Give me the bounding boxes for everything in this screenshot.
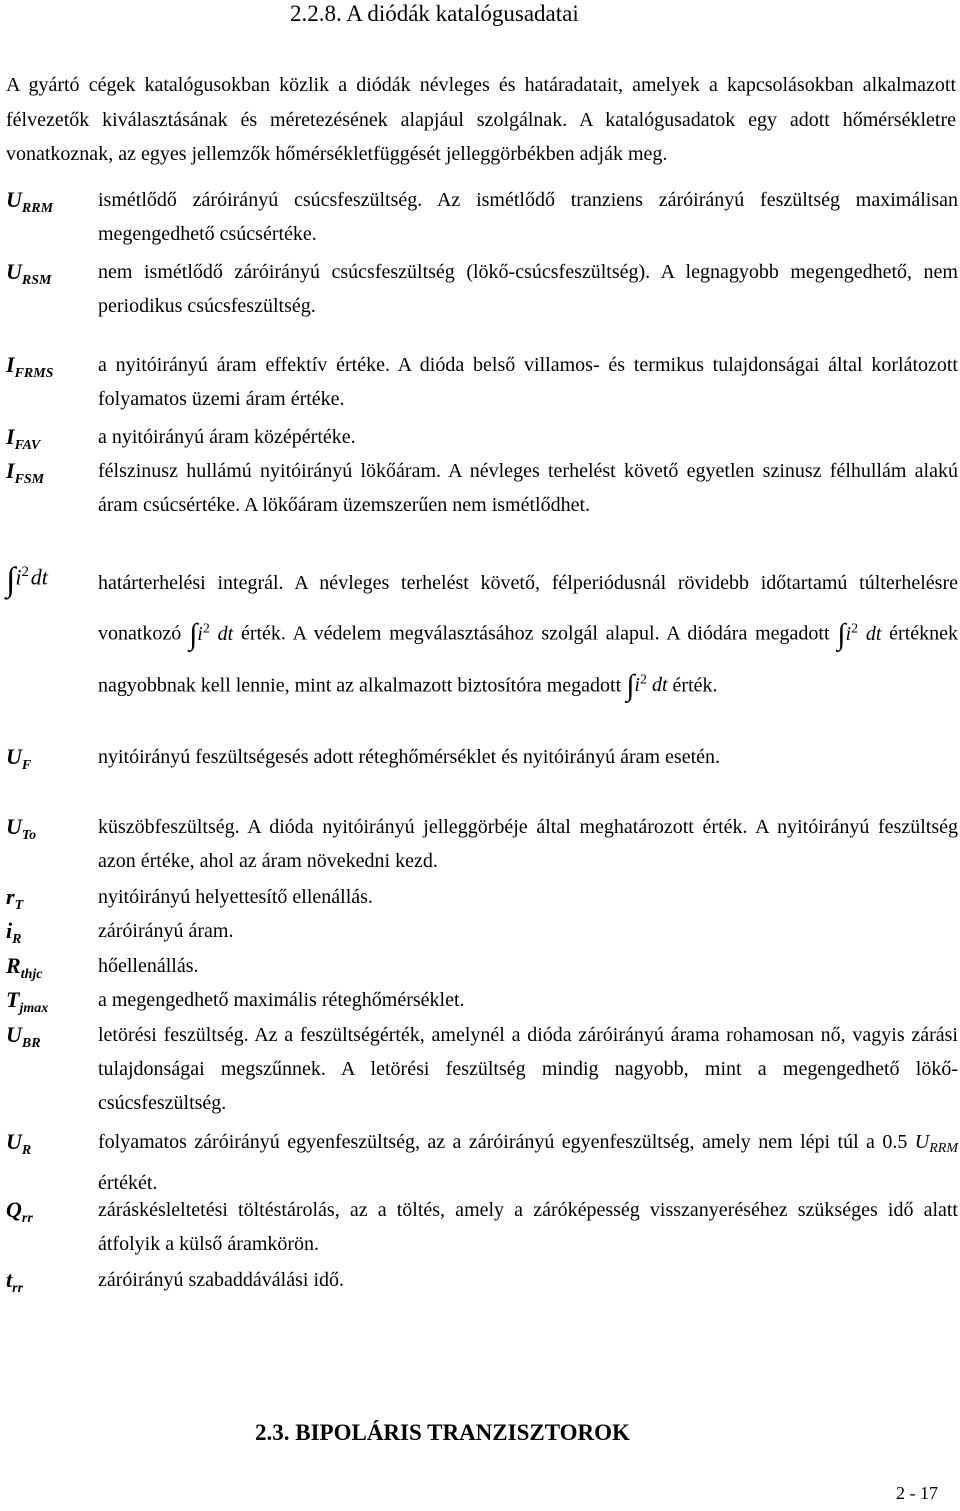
symbol-ifav: $I_{FAV}$ [6, 424, 41, 453]
definition-ir: záróirányú áram. [98, 920, 234, 942]
definition-uto: küszöbfeszültség. A dióda nyitóirányú jelleggörbéje által meghatározott érték. A nyitóirányú feszültség azon értéke, ahol az áram növekedni kezd. [98, 816, 958, 872]
intro-paragraph [6, 68, 956, 172]
definition-i2dt: határterhelési integrál. A névleges terhelést követő, félperiódusnál rövidebb időtartamú túlterhelésre vonatkozó $\int i^2$ dt érték. A védelem megválasztásához szolgál alapul. A diódára megadott $\int i^2$ dt értéknek nagyobbnak kell lennie, mint az alkalmazott biztosítóra megadott $\int i^2$ dt érték. [98, 572, 959, 703]
definition-urrm: ismétlődő záróirányú csúcsfeszültség. Az ismétlődő tranziens záróirányú feszültség maximálisan megengedhető csúcsértéke. [98, 189, 958, 245]
definition-tjmax: a megengedhető maximális réteghőmérséklet. [98, 989, 465, 1011]
definition-ur: folyamatos záróirányú egyenfeszültség, az a záróirányú egyenfeszültség, amely nem lépi túl a 0.5 $U_{RRM}$ értékét. [98, 1131, 959, 1194]
definition-uf: nyitóirányú feszültségesés adott réteghőmérséklet és nyitóirányú áram esetén. [98, 746, 721, 768]
integral-sign: ∫ [6, 561, 16, 599]
symbol-uto: $U_{To}$ [6, 814, 37, 843]
symbol-ifsm: $I_{FSM}$ [6, 458, 45, 487]
section-title: 2.2.8. A diódák katalógusadatai [290, 1, 579, 26]
symbol-ubr: $U_{BR}$ [6, 1022, 41, 1051]
definition-ubr: letörési feszültség. Az a feszültségérték, amelynél a dióda záróirányú árama rohamosan nő, vagyis zárási tulajdonságai megszűnnek. A letörési feszültség mindig nagyobb, mint a megengedhető lökő-csúcsfeszültség. [98, 1024, 958, 1114]
definition-ursm: nem ismétlődő záróirányú csúcsfeszültség (lökő-csúcsfeszültség). A legnagyobb megengedhető, nem periodikus csúcsfeszültség. [98, 261, 958, 317]
symbol-ir: $i_R$ [6, 918, 22, 947]
page-number: 2 - 17 [896, 1483, 938, 1503]
definition-trr: záróirányú szabaddáválási idő. [98, 1269, 345, 1291]
definition-rthjc: hőellenállás. [98, 955, 199, 977]
next-section-heading: 2.3. BIPOLÁRIS TRANZISZTOROK [255, 1420, 630, 1445]
inline-integral: $\int i^2$ dt [189, 617, 234, 651]
inline-integral: $\int i^2$ dt [626, 669, 668, 703]
symbol-tjmax: $T_{jmax}$ [6, 987, 49, 1016]
symbol-urrm: $U_{RRM}$ [6, 187, 54, 216]
symbol-ifrms: $I_{FRMS}$ [6, 352, 54, 381]
symbol-qrr: $Q_{rr}$ [6, 1197, 33, 1226]
definition-qrr: záráskésleltetési töltéstárolás, az a töltés, amely a záróképesség visszanyeréséhez szükséges idő alatt átfolyik a külső áramkörön. [98, 1199, 958, 1255]
inline-integral: $\int i^2$ dt [837, 617, 882, 651]
definition-ifav: a nyitóirányú áram középértéke. [98, 426, 356, 448]
definition-rt: nyitóirányú helyettesítő ellenállás. [98, 886, 373, 908]
symbol-rthjc: $R_{thjc}$ [6, 953, 43, 982]
definition-ifsm: félszinusz hullámú nyitóirányú lökőáram. A névleges terhelést követő egyetlen szinusz félhullám alakú áram csúcsértéke. A lökőáram üzemszerűen nem ismétlődhet. [98, 460, 958, 516]
symbol-uf: $U_F$ [6, 744, 32, 773]
intro-text: A gyártó cégek katalógusokban közlik a diódák névleges és határadatait, amelyek a kapcsolásokban alkalmazott félvezetők kiválasztásának és méretezésének alapjául szolgálnak. A katalógusadatok egy adott hőmérsékletre vonatkoznak, az egyes jellemzők hőmérsékletfüggését jelleggörbékben adják meg. [6, 74, 956, 165]
definition-ifrms: a nyitóirányú áram effektív értéke. A dióda belső villamos- és termikus tulajdonságai által korlátozott folyamatos üzemi áram értéke. [98, 354, 958, 410]
symbol-rt: $r_T$ [6, 884, 24, 913]
symbol-ur: $U_R$ [6, 1129, 32, 1158]
symbol-i2dt: $\int i^2$ dt [6, 561, 48, 599]
symbol-ursm: $U_{RSM}$ [6, 259, 52, 288]
symbol-trr: $t_{rr}$ [6, 1267, 24, 1296]
